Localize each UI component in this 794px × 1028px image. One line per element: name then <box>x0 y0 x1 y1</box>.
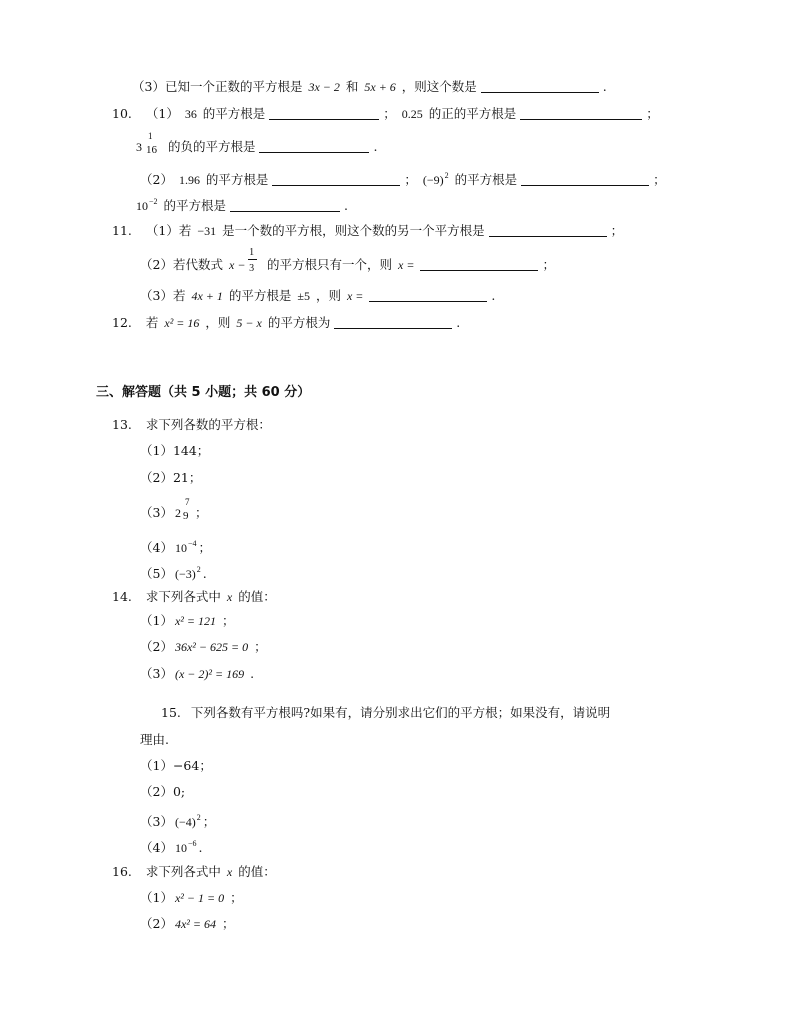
part-label: （3）若 <box>140 288 186 303</box>
answer-blank[interactable] <box>520 107 642 120</box>
q15-title-line2: 理由. <box>140 732 169 747</box>
period: . <box>198 840 203 855</box>
semicolon: ； <box>610 223 624 238</box>
q14-title-text: 求下列各式中 <box>145 589 221 604</box>
part-label: （1） <box>140 890 173 905</box>
q9-part3-line <box>132 79 607 95</box>
q15-title <box>161 705 610 721</box>
period: . <box>456 315 461 330</box>
q13-item1: （1）144； <box>140 443 210 458</box>
part-label: （3） <box>140 505 173 520</box>
math-op: − <box>238 258 246 272</box>
q10-text: 的平方根是 <box>202 106 266 121</box>
question-number: 14. <box>112 589 132 604</box>
math-expr: 4x² = 64 <box>174 917 216 931</box>
q14-title <box>112 589 276 605</box>
answer-blank[interactable] <box>259 140 369 153</box>
math-var: x <box>226 865 233 879</box>
q11-text: ，则 <box>315 288 341 303</box>
mixed-fraction: 7 9 <box>182 497 190 522</box>
q10-text: 的负的平方根是 <box>167 139 256 154</box>
answer-blank[interactable] <box>481 80 599 93</box>
section-heading: 三、解答题（共 5 小题；共 60 分） <box>96 385 311 400</box>
semicolon: ； <box>221 916 235 931</box>
semicolon: ； <box>653 172 666 187</box>
math-expr: 36x² − 625 = 0 <box>174 640 249 654</box>
part-label: （1） <box>140 613 173 628</box>
mixed-whole: 2 <box>174 506 181 520</box>
q14-item3 <box>140 666 254 682</box>
q10-text: 的平方根是 <box>454 172 518 187</box>
semicolon: ； <box>646 106 659 121</box>
power-expr: $(-3)^2$ <box>174 565 201 581</box>
math-value: 36 <box>184 107 197 121</box>
part-label: （3） <box>140 666 173 681</box>
q15-item1: （1）−64； <box>140 758 212 773</box>
part-label: （2） <box>140 639 173 654</box>
math-expr: (x − 2)² = 169 <box>174 667 245 681</box>
answer-blank[interactable] <box>334 316 452 329</box>
semicolon: ； <box>542 257 555 272</box>
question-number: 12. <box>112 315 132 330</box>
math-value: 1.96 <box>178 173 200 187</box>
semicolon: ； <box>198 540 211 555</box>
q9-expr-a: 3x − 2 <box>308 80 340 94</box>
q9-and: 和 <box>345 79 359 94</box>
question-number: 15. <box>161 705 181 720</box>
semicolon: ； <box>404 172 417 187</box>
q10-text: 的正的平方根是 <box>428 106 517 121</box>
semicolon: ； <box>221 613 235 628</box>
period: . <box>250 666 255 681</box>
q16-item2 <box>140 916 234 932</box>
q9-suffix: ，则这个数是 <box>401 79 477 94</box>
q9-expr-b: 5x + 6 <box>364 80 396 94</box>
q15-title-text: 下列各数有平方根吗?如果有，请分别求出它们的平方根；如果没有，请说明 <box>190 705 611 720</box>
q10-text: 的平方根是 <box>163 198 227 213</box>
q9-text: （3）已知一个正数的平方根是 <box>132 79 303 94</box>
part-label: （2） <box>140 172 173 187</box>
q11-line2 <box>140 247 555 274</box>
q11-line3 <box>140 288 495 304</box>
part-label: （4） <box>140 840 173 855</box>
period: . <box>373 139 378 154</box>
math-var: x = <box>398 258 415 272</box>
math-expr: x² − 1 = 0 <box>174 891 225 905</box>
part-label: （1）若 <box>145 223 192 238</box>
q10-line1 <box>112 106 659 122</box>
math-value: ±5 <box>297 289 310 303</box>
q10-line2 <box>134 131 378 156</box>
part-label: （3） <box>140 814 173 829</box>
math-var: x <box>228 258 235 272</box>
q16-item1 <box>140 890 243 906</box>
answer-blank[interactable] <box>420 258 538 271</box>
q13-item4 <box>140 536 211 556</box>
q14-title-text: 的值： <box>238 589 276 604</box>
math-value: −31 <box>197 224 217 238</box>
q13-title-text: 求下列各数的平方根： <box>145 417 271 432</box>
mixed-whole: 3 <box>136 140 142 154</box>
q15-item2: （2）0; <box>140 784 186 799</box>
q12-text: ，则 <box>205 315 231 330</box>
math-expr: 4x + 1 <box>191 289 223 303</box>
period: . <box>202 566 207 581</box>
q13-item3 <box>140 497 208 522</box>
semicolon: ； <box>202 814 216 829</box>
q14-item1 <box>140 613 234 629</box>
math-value: 0.25 <box>401 107 423 121</box>
answer-blank[interactable] <box>369 289 487 302</box>
part-label: （1） <box>145 106 179 121</box>
power-expr: $10^{-2}$ <box>136 197 158 213</box>
q10-line3 <box>140 168 666 188</box>
q11-text: 的平方根是 <box>228 288 292 303</box>
power-expr: $(-9)^2$ <box>422 171 449 187</box>
power-expr: $10^{-6}$ <box>174 839 197 855</box>
math-expr: x² = 16 <box>164 316 200 330</box>
q9-end: . <box>602 79 607 94</box>
mixed-fraction: 1 16 <box>146 131 157 156</box>
answer-blank[interactable] <box>521 173 649 186</box>
semicolon: ； <box>194 505 208 520</box>
q13-title <box>112 417 271 433</box>
part-label: （4） <box>140 540 173 555</box>
semicolon: ； <box>230 890 243 905</box>
q16-title <box>112 864 276 880</box>
answer-blank[interactable] <box>269 107 379 120</box>
answer-blank[interactable] <box>489 224 607 237</box>
math-var: x <box>226 590 233 604</box>
q12-line <box>112 315 460 331</box>
q11-line1 <box>112 223 623 239</box>
math-expr: 5 − x <box>236 316 262 330</box>
q12-text: 的平方根为 <box>267 315 331 330</box>
q11-text: 的平方根只有一个，则 <box>267 257 393 272</box>
q11-text: 是一个数的平方根，则这个数的另一个平方根是 <box>222 223 485 238</box>
part-label: （2） <box>140 916 173 931</box>
part-label: （2）若代数式 <box>140 257 223 272</box>
q15-item3 <box>140 810 215 830</box>
period: . <box>343 198 348 213</box>
question-number: 13. <box>112 417 132 432</box>
q13-item2: （2）21； <box>140 470 202 485</box>
q14-item2 <box>140 639 267 655</box>
fraction: $\frac{1}{3}$ <box>247 255 259 271</box>
q13-item5 <box>140 562 207 582</box>
q15-item4 <box>140 836 202 856</box>
question-number: 16. <box>112 864 132 879</box>
semicolon: ； <box>254 639 267 654</box>
q12-text: 若 <box>145 315 159 330</box>
math-var: x = <box>346 289 364 303</box>
q10-line4 <box>134 194 348 214</box>
part-label: （5） <box>140 566 173 581</box>
question-number: 10. <box>112 106 132 121</box>
q16-title-text: 的值： <box>238 864 276 879</box>
math-expr: x² = 121 <box>174 614 216 628</box>
answer-blank[interactable] <box>230 199 340 212</box>
power-expr: $10^{-4}$ <box>174 539 197 555</box>
q16-title-text: 求下列各式中 <box>145 864 221 879</box>
power-expr: $(-4)^2$ <box>174 813 201 829</box>
period: . <box>491 288 496 303</box>
question-number: 11. <box>112 223 132 238</box>
semicolon: ； <box>383 106 396 121</box>
q10-text: 的平方根是 <box>205 172 269 187</box>
answer-blank[interactable] <box>272 173 400 186</box>
